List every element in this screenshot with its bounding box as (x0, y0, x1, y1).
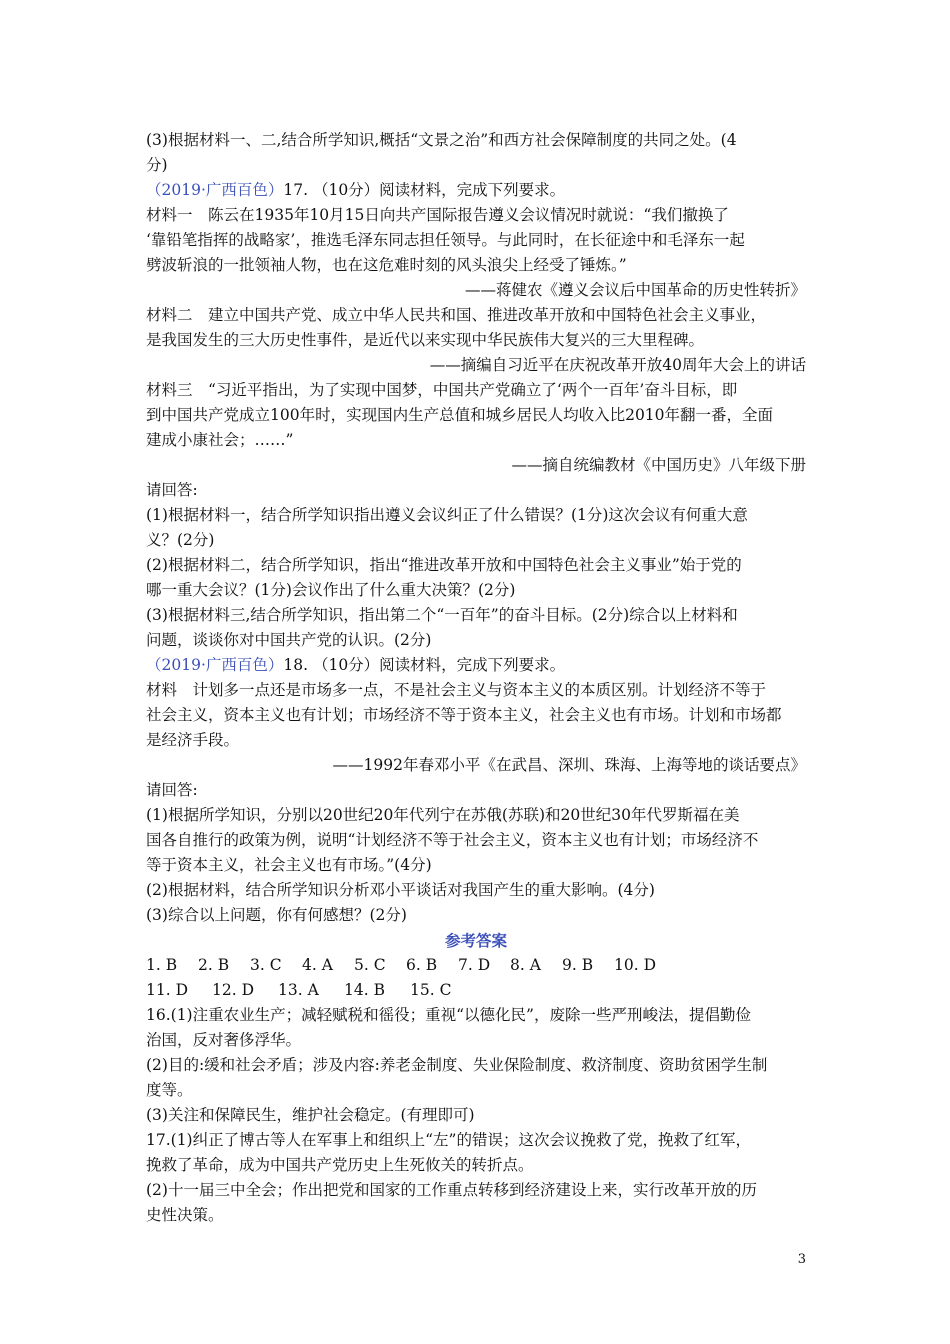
q17-part1-line1: (1)根据材料一，结合所学知识指出遵义会议纠正了什么错误？(1分)这次会议有何重大意 (146, 506, 748, 524)
q17-part3-line2: 问题，谈谈你对中国共产党的认识。(2分) (146, 631, 432, 649)
q17-material3-line3: 建成小康社会；……” (146, 431, 294, 449)
answer16-part3: (3)关注和保障民生，维护社会稳定。(有理即可) (146, 1106, 475, 1124)
answer16-part1-line1: 16.(1)注重农业生产；减轻赋税和徭役；重视“以德化民”，废除一些严刑峻法，提倡勤俭 (146, 1006, 751, 1024)
answers-row-1 (146, 953, 806, 978)
answer16-part2-line2: 度等。 (146, 1081, 193, 1099)
q17-source: （2019·广西百色） (146, 181, 284, 199)
q17-material2-line1: 材料二 建立中国共产党、成立中华人民共和国、推进改革开放和中国特色社会主义事业， (146, 306, 767, 324)
answer-item: 2. B (198, 956, 230, 974)
q17-material2-citation: ——摘编自习近平在庆祝改革开放40周年大会上的讲话 (429, 356, 806, 374)
answer17-part1-line1: 17.(1)纠正了博古等人在军事上和组织上“左”的错误；这次会议挽救了党，挽救了红军， (146, 1131, 751, 1149)
answer-item: 6. B (406, 956, 438, 974)
answer-item: 11. D (146, 981, 189, 999)
q16-part3-line1: (3)根据材料一、二,结合所学知识,概括“文景之治”和西方社会保障制度的共同之处。(4 (146, 131, 737, 149)
q17-material2-line2: 是我国发生的三大历史性事件，是近代以来实现中华民族伟大复兴的三大里程碑。 (146, 331, 705, 349)
answer-key-heading: 参考答案 (444, 931, 507, 950)
q17-material1-line3: 劈波斩浪的一批领袖人物，也在这危难时刻的风头浪尖上经受了锤炼。” (146, 256, 627, 274)
answer-item: 8. A (510, 956, 541, 974)
q18-header (146, 653, 806, 678)
answer16-part2-line1: (2)目的:缓和社会矛盾；涉及内容:养老金制度、失业保险制度、救济制度、资助贫困学生制 (146, 1056, 768, 1074)
page-number: 3 (797, 1252, 806, 1267)
q18-material-line1: 材料 计划多一点还是市场多一点，不是社会主义与资本主义的本质区别。计划经济不等于 (146, 681, 767, 699)
q17-material1-line2: ‘靠铅笔指挥的战略家’，推选毛泽东同志担任领导。与此同时，在长征途中和毛泽东一起 (146, 231, 745, 249)
answer-item: 7. D (458, 956, 491, 974)
q18-part3: (3)综合以上问题，你有何感想？(2分) (146, 906, 407, 924)
q17-material1-line1: 材料一 陈云在1935年10月15日向共产国际报告遵义会议情况时就说：“我们撤换了 (146, 206, 729, 224)
answer-item: 12. D (212, 981, 255, 999)
answer-item: 3. C (250, 956, 282, 974)
q17-material3-line1: 材料三 “习近平指出，为了实现中国梦，中国共产党确立了‘两个一百年’奋斗目标，即 (146, 381, 738, 399)
q18-part1-line3: 等于资本主义，社会主义也有市场。”(4分) (146, 856, 432, 874)
q17-material1-citation: ——蒋健农《遵义会议后中国革命的历史性转折》 (464, 281, 806, 299)
q18-source: （2019·广西百色） (146, 656, 284, 674)
q18-part2: (2)根据材料，结合所学知识分析邓小平谈话对我国产生的重大影响。(4分) (146, 881, 655, 899)
q18-part1-line1: (1)根据所学知识，分别以20世纪20年代列宁在苏俄(苏联)和20世纪30年代罗斯福在美 (146, 806, 740, 824)
answer-item: 9. B (562, 956, 594, 974)
q18-prompt: 请回答: (146, 781, 198, 799)
answer-item: 13. A (278, 981, 319, 999)
q18-material-line3: 是经济手段。 (146, 731, 240, 749)
answer17-part2-line2: 史性决策。 (146, 1206, 224, 1224)
q17-part3-line1: (3)根据材料三,结合所学知识，指出第二个“一百年”的奋斗目标。(2分)综合以上材料和 (146, 606, 738, 624)
q17-prompt: 请回答: (146, 481, 198, 499)
q17-header (146, 178, 806, 203)
answer17-part2-line1: (2)十一届三中全会；作出把党和国家的工作重点转移到经济建设上来，实行改革开放的历 (146, 1181, 757, 1199)
q18-intro: 18. （10分）阅读材料，完成下列要求。 (283, 656, 566, 674)
q17-material3-citation: ——摘自统编教材《中国历史》八年级下册 (511, 456, 806, 474)
answer17-part1-line2: 挽救了革命，成为中国共产党历史上生死攸关的转折点。 (146, 1156, 534, 1174)
answer-item: 5. C (354, 956, 386, 974)
answer-item: 15. C (410, 981, 452, 999)
q17-part2-line2: 哪一重大会议？(1分)会议作出了什么重大决策？(2分) (146, 581, 516, 599)
answer-item: 14. B (344, 981, 385, 999)
q17-intro: 17. （10分）阅读材料，完成下列要求。 (283, 181, 566, 199)
answer-item: 4. A (302, 956, 333, 974)
answer-item: 1. B (146, 956, 178, 974)
q17-part1-line2: 义？(2分) (146, 531, 215, 549)
q17-material3-line2: 到中国共产党成立100年时，实现国内生产总值和城乡居民人均收入比2010年翻一番，全面 (146, 406, 774, 424)
q18-part1-line2: 国各自推行的政策为例，说明“计划经济不等于社会主义，资本主义也有计划；市场经济不 (146, 831, 759, 849)
q16-part3-line2: 分) (146, 156, 168, 174)
q18-material-citation: ——1992年春邓小平《在武昌、深圳、珠海、上海等地的谈话要点》 (332, 756, 806, 774)
answers-row-2 (146, 978, 806, 1003)
answer16-part1-line2: 治国，反对奢侈浮华。 (146, 1031, 302, 1049)
q17-part2-line1: (2)根据材料二，结合所学知识，指出“推进改革开放和中国特色社会主义事业”始于党的 (146, 556, 742, 574)
answer-item: 10. D (614, 956, 657, 974)
q18-material-line2: 社会主义，资本主义也有计划；市场经济不等于资本主义，社会主义也有市场。计划和市场都 (146, 706, 782, 724)
